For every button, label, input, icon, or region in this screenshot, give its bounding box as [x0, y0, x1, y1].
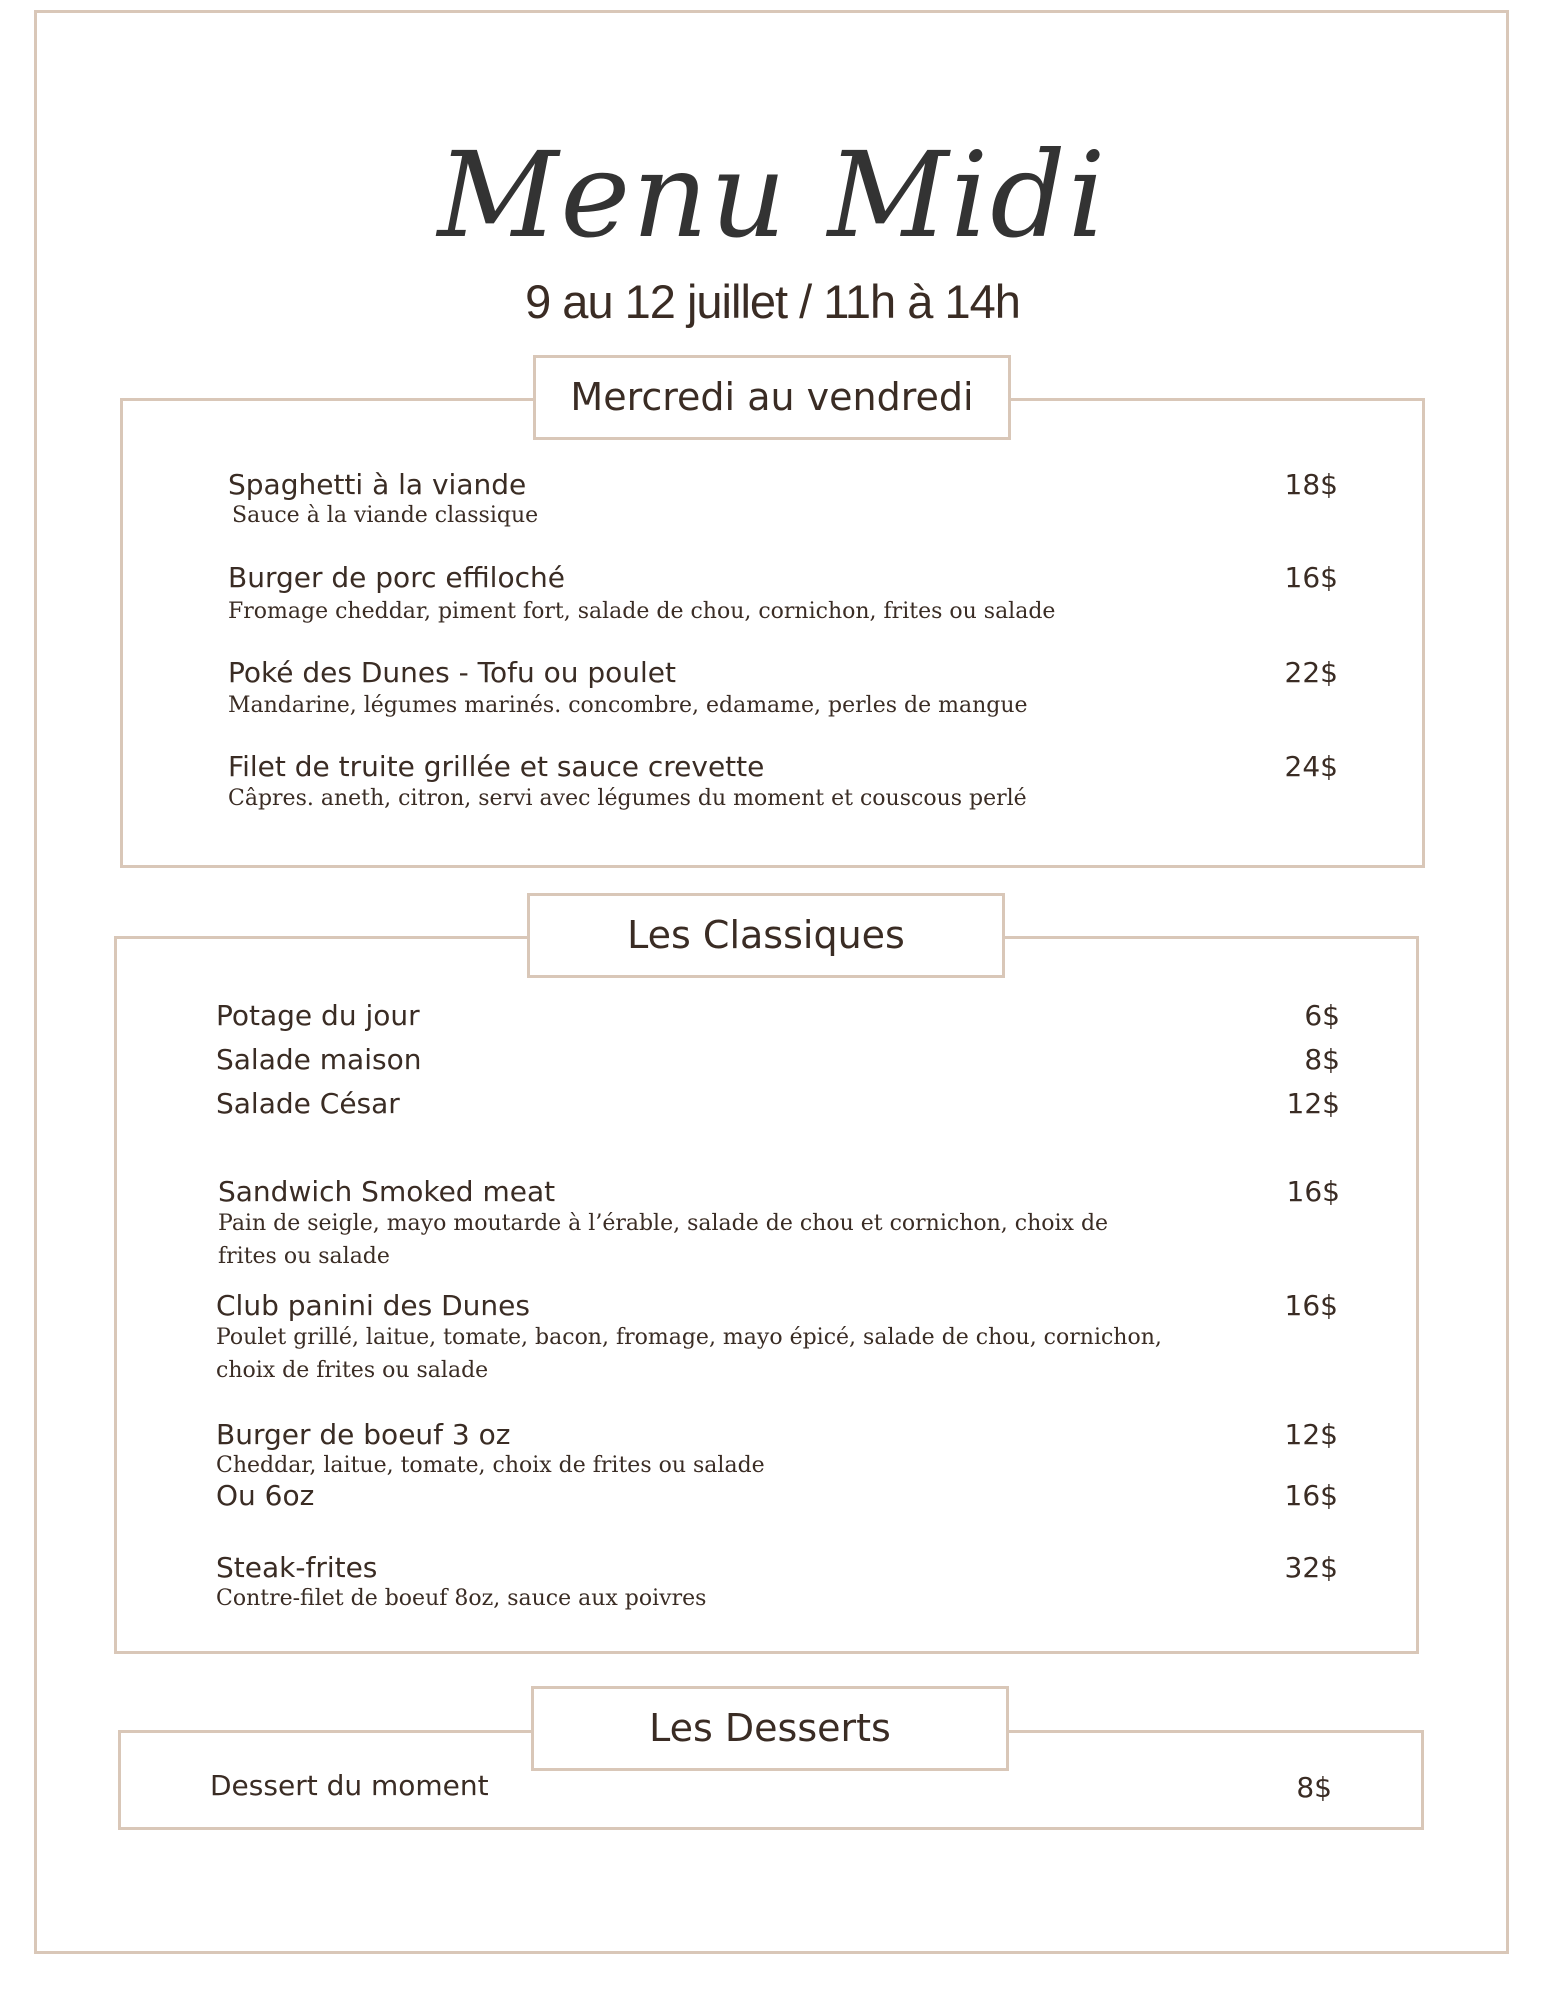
item-name: Steak-frites — [216, 1551, 378, 1584]
section-weekday-label: Mercredi au vendredi — [533, 355, 1011, 440]
item-description: Contre-filet de boeuf 8oz, sauce aux poivres — [216, 1586, 707, 1611]
item-name: Dessert du moment — [210, 1769, 489, 1802]
item-description: Sauce à la viande classique — [232, 503, 539, 528]
item-description: Fromage cheddar, piment fort, salade de chou, cornichon, frites ou salade — [228, 599, 1056, 624]
item-description: Poulet grillé, laitue, tomate, bacon, fromage, mayo épicé, salade de chou, cornichon, choix de frites ou salade — [216, 1325, 1162, 1383]
item-price: 8$ — [1304, 1043, 1340, 1076]
item-description: Mandarine, légumes marinés. concombre, edamame, perles de mangue — [228, 693, 1028, 718]
item-price: 8$ — [1296, 1771, 1332, 1804]
item-name: Filet de truite grillée et sauce crevette — [228, 750, 765, 783]
item-description: Câpres. aneth, citron, servi avec légumes du moment et couscous perlé — [228, 786, 1027, 811]
item-price: 16$ — [1284, 1289, 1338, 1322]
item-name: Burger de porc effiloché — [228, 561, 565, 594]
item-description: Pain de seigle, mayo moutarde à l’érable, salade de chou et cornichon, choix de frites ou salade — [218, 1211, 1109, 1269]
item-name: Burger de boeuf 3 oz — [216, 1418, 511, 1451]
item-price: 16$ — [1284, 1479, 1338, 1512]
item-name: Sandwich Smoked meat — [218, 1175, 556, 1208]
item-price: 6$ — [1304, 999, 1340, 1032]
item-price: 16$ — [1286, 1175, 1340, 1208]
item-name: Salade César — [216, 1087, 400, 1120]
item-price: 24$ — [1284, 750, 1338, 783]
item-price: 12$ — [1284, 1418, 1338, 1451]
item-name: Poké des Dunes - Tofu ou poulet — [228, 656, 677, 689]
section-classics-label: Les Classiques — [527, 893, 1005, 978]
item-price: 16$ — [1284, 561, 1338, 594]
item-price: 18$ — [1284, 468, 1338, 501]
item-description: Cheddar, laitue, tomate, choix de frites ou salade — [216, 1453, 765, 1478]
menu-title: Menu Midi — [437, 126, 1108, 264]
item-name: Club panini des Dunes — [216, 1289, 530, 1322]
item-name: Potage du jour — [216, 999, 420, 1032]
menu-dates-hours: 9 au 12 juillet / 11h à 14h — [525, 275, 1020, 328]
item-price: 32$ — [1284, 1551, 1338, 1584]
section-desserts-label: Les Desserts — [531, 1686, 1009, 1771]
item-name: Salade maison — [216, 1043, 422, 1076]
item-price: 12$ — [1286, 1087, 1340, 1120]
item-price: 22$ — [1284, 656, 1338, 689]
item-name: Spaghetti à la viande — [228, 468, 527, 501]
item-name: Ou 6oz — [216, 1479, 315, 1512]
